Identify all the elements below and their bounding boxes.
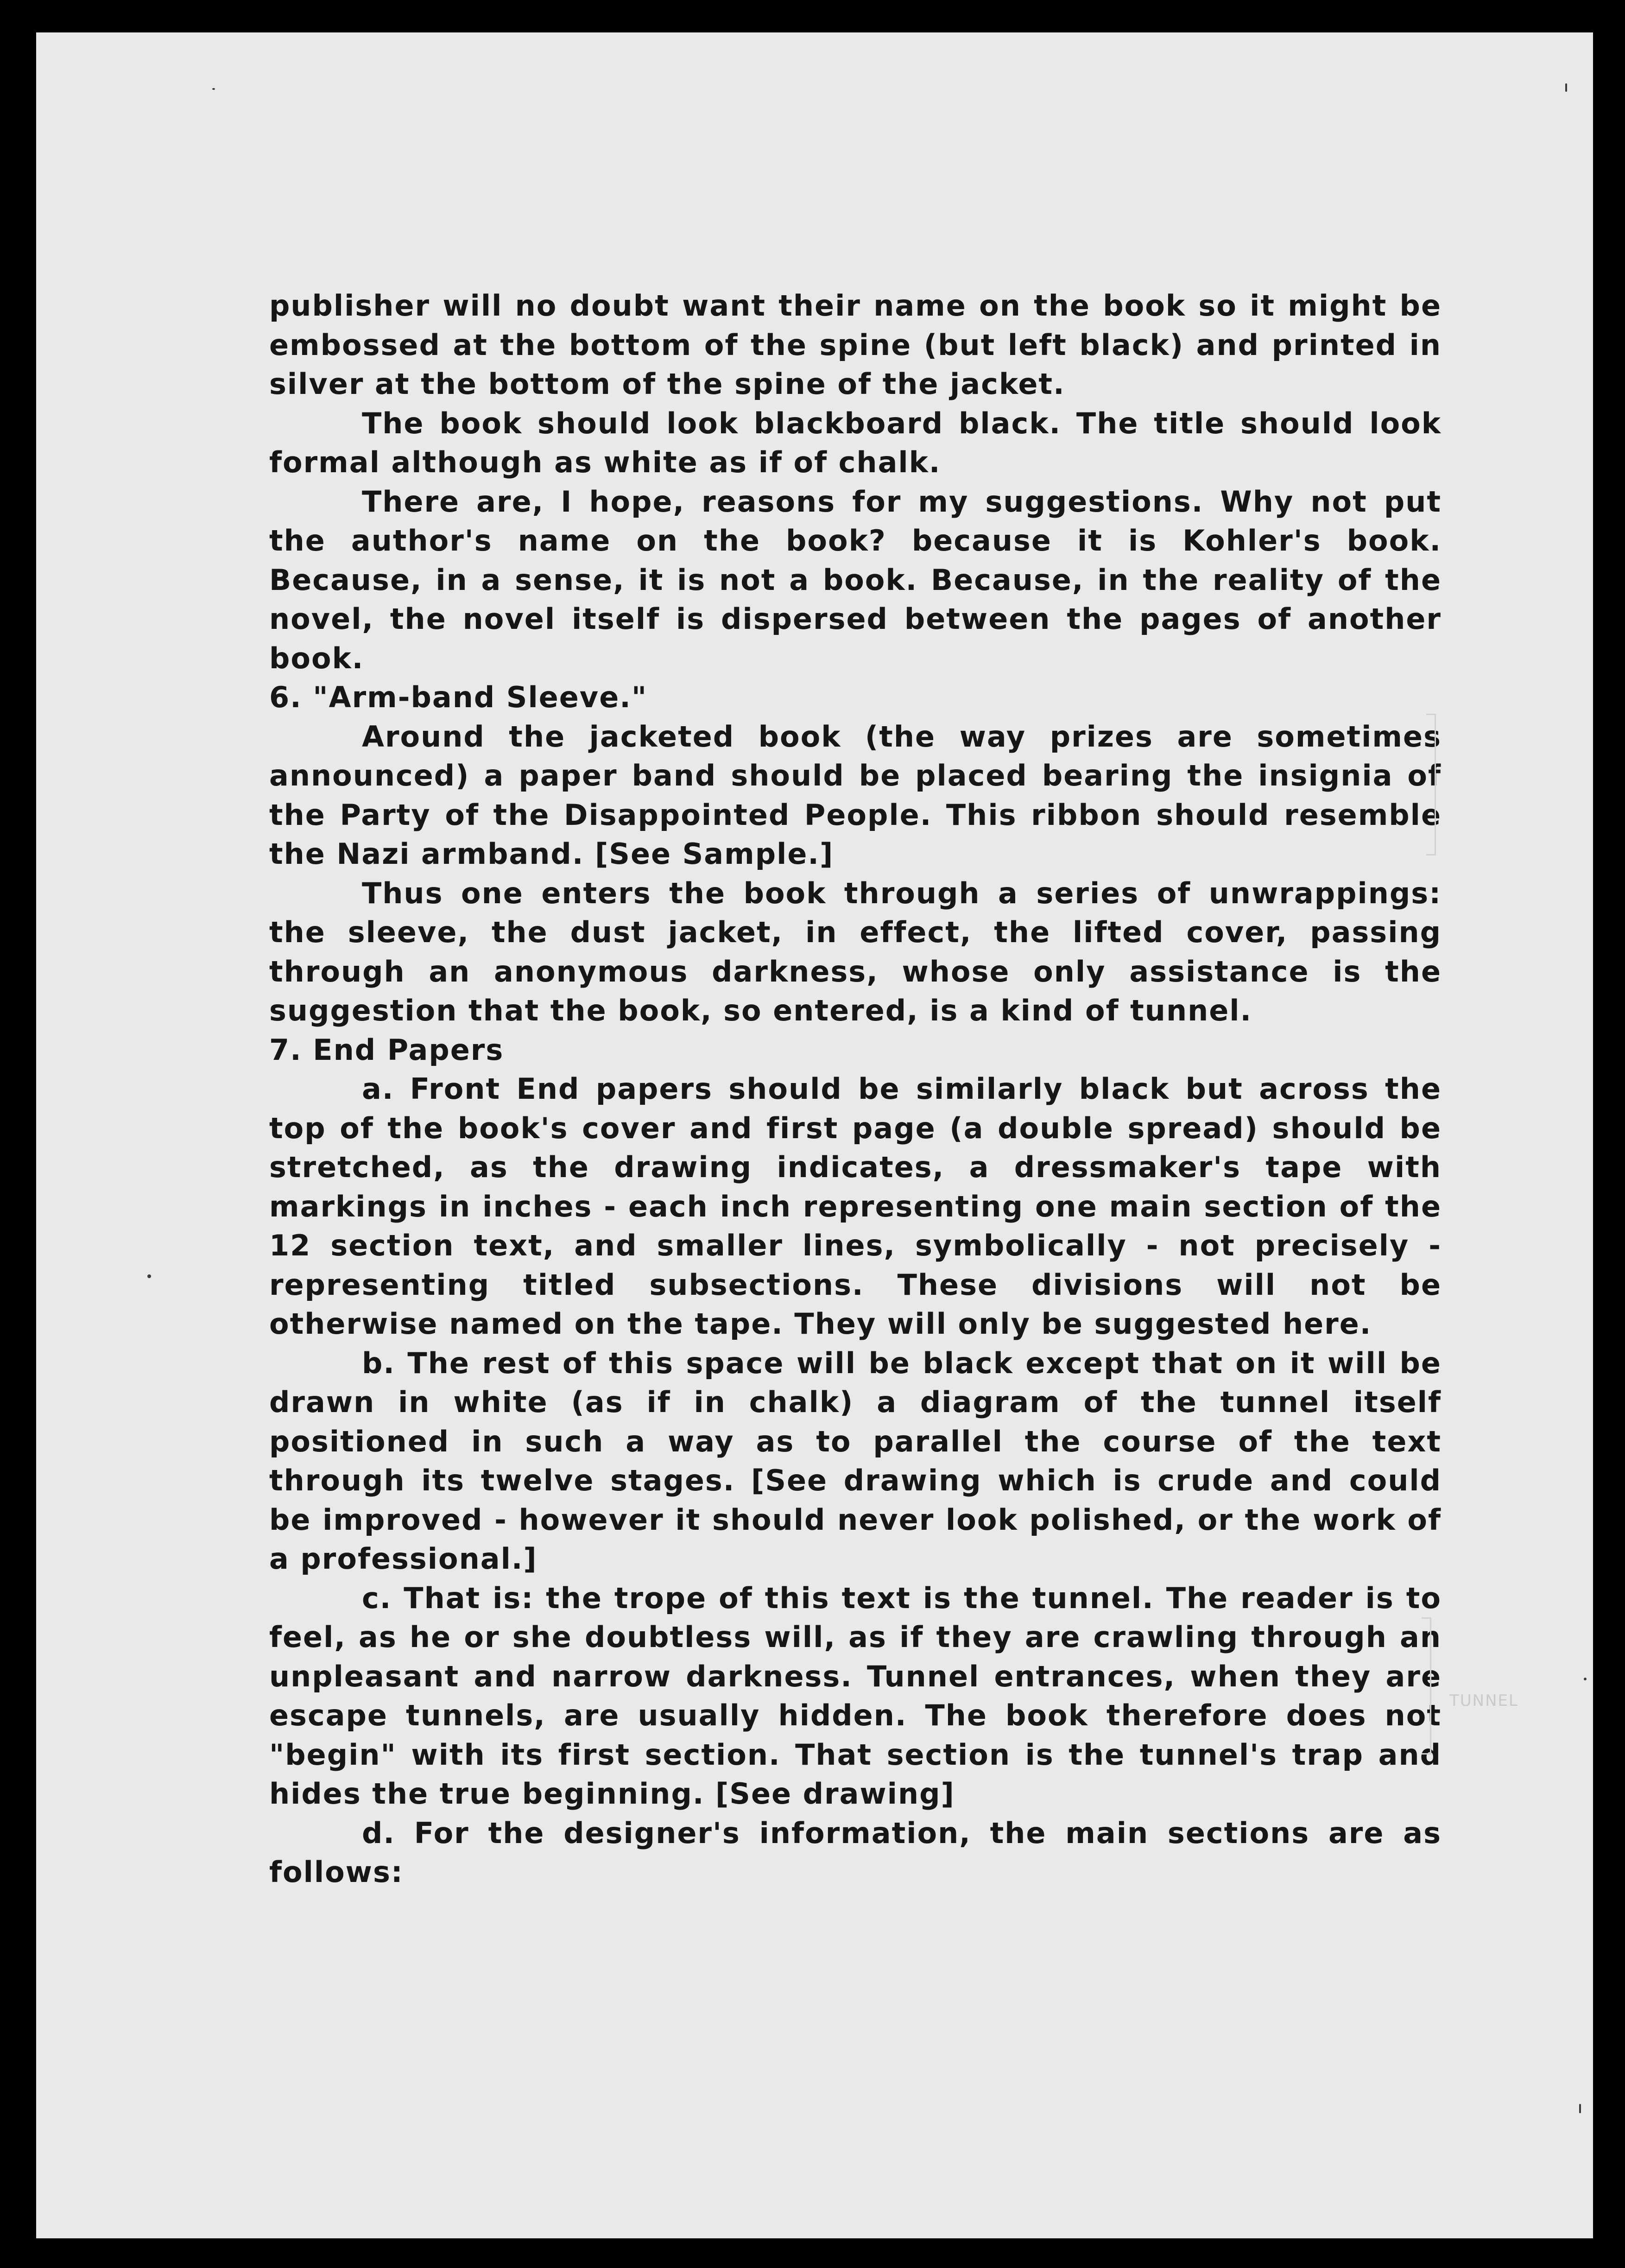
paragraph-front-end-papers: a. Front End papers should be similarly black but across the top of the book's cover and first page (a double spread) should be stretched, as the drawing indicates, a dressmaker's tape with markings in inches - each inch representing one main section of the 12 section text, and smaller lines, symbolically - not precisely - representing titled subsections. These divisions will not be otherwise named on the tape. They will only be suggested here. — [269, 1072, 1442, 1341]
document-page — [36, 32, 1593, 2238]
page-speck — [1579, 2104, 1581, 2113]
paragraph-blackboard-black: The book should look blackboard black. The title should look formal although as white as if of chalk. — [269, 406, 1442, 479]
paragraph-unwrappings: Thus one enters the book through a series of unwrappings: the sleeve, the dust jacket, in effect, the lifted cover, passing through an anonymous darkness, whose only assistance is the suggestion that the book, so entered, is a kind of tunnel. — [269, 876, 1442, 1027]
page-speck — [147, 1274, 151, 1278]
show-through-margin-note: TUNNEL — [1449, 1691, 1518, 1710]
page-speck — [1565, 83, 1567, 92]
paragraph-publisher: publisher will no doubt want their name on the book so it might be embossed at the bottom of the spine (but left black) and printed in silver at the bottom of the spine of the jacket. — [269, 289, 1442, 401]
paragraph-tunnel-diagram: b. The rest of this space will be black except that on it will be drawn in white (as if in chalk) a diagram of the tunnel itself positioned in such a way as to parallel the course of the text through its twelve stages. [See drawing which is crude and could be improved - however it should never look polished, or the work of a professional.] — [269, 1346, 1442, 1576]
section-heading-arm-band-sleeve: 6. "Arm-band Sleeve." — [269, 680, 648, 714]
page-speck — [1584, 1678, 1587, 1680]
paragraph-paper-band: Around the jacketed book (the way prizes are sometimes announced) a paper band should be placed bearing the insignia of the Party of the Disappointed People. This ribbon should resemble the Nazi armband. [See Sample.] — [269, 719, 1442, 871]
typescript-body — [269, 286, 1442, 1892]
paragraph-reasons: There are, I hope, reasons for my suggestions. Why not put the author's name on the book? because it is Kohler's book. Because, in a sense, it is not a book. Because, in the reality of the novel, the novel itself is dispersed between the pages of another book. — [269, 484, 1442, 675]
paragraph-main-sections: d. For the designer's information, the main sections are as follows: — [269, 1816, 1442, 1889]
show-through-bracket-upper — [1426, 714, 1436, 855]
page-speck — [212, 88, 215, 90]
show-through-bracket-lower — [1422, 1617, 1431, 1755]
paragraph-trope-tunnel: c. That is: the trope of this text is the tunnel. The reader is to feel, as he or she doubtless will, as if they are crawling through an unpleasant and narrow darkness. Tunnel entrances, when they are escape tunnels, are usually hidden. The book therefore does not "begin" with its first section. That section is the tunnel's trap and hides the true beginning. [See drawing] — [269, 1581, 1442, 1811]
section-heading-end-papers: 7. End Papers — [269, 1033, 504, 1067]
